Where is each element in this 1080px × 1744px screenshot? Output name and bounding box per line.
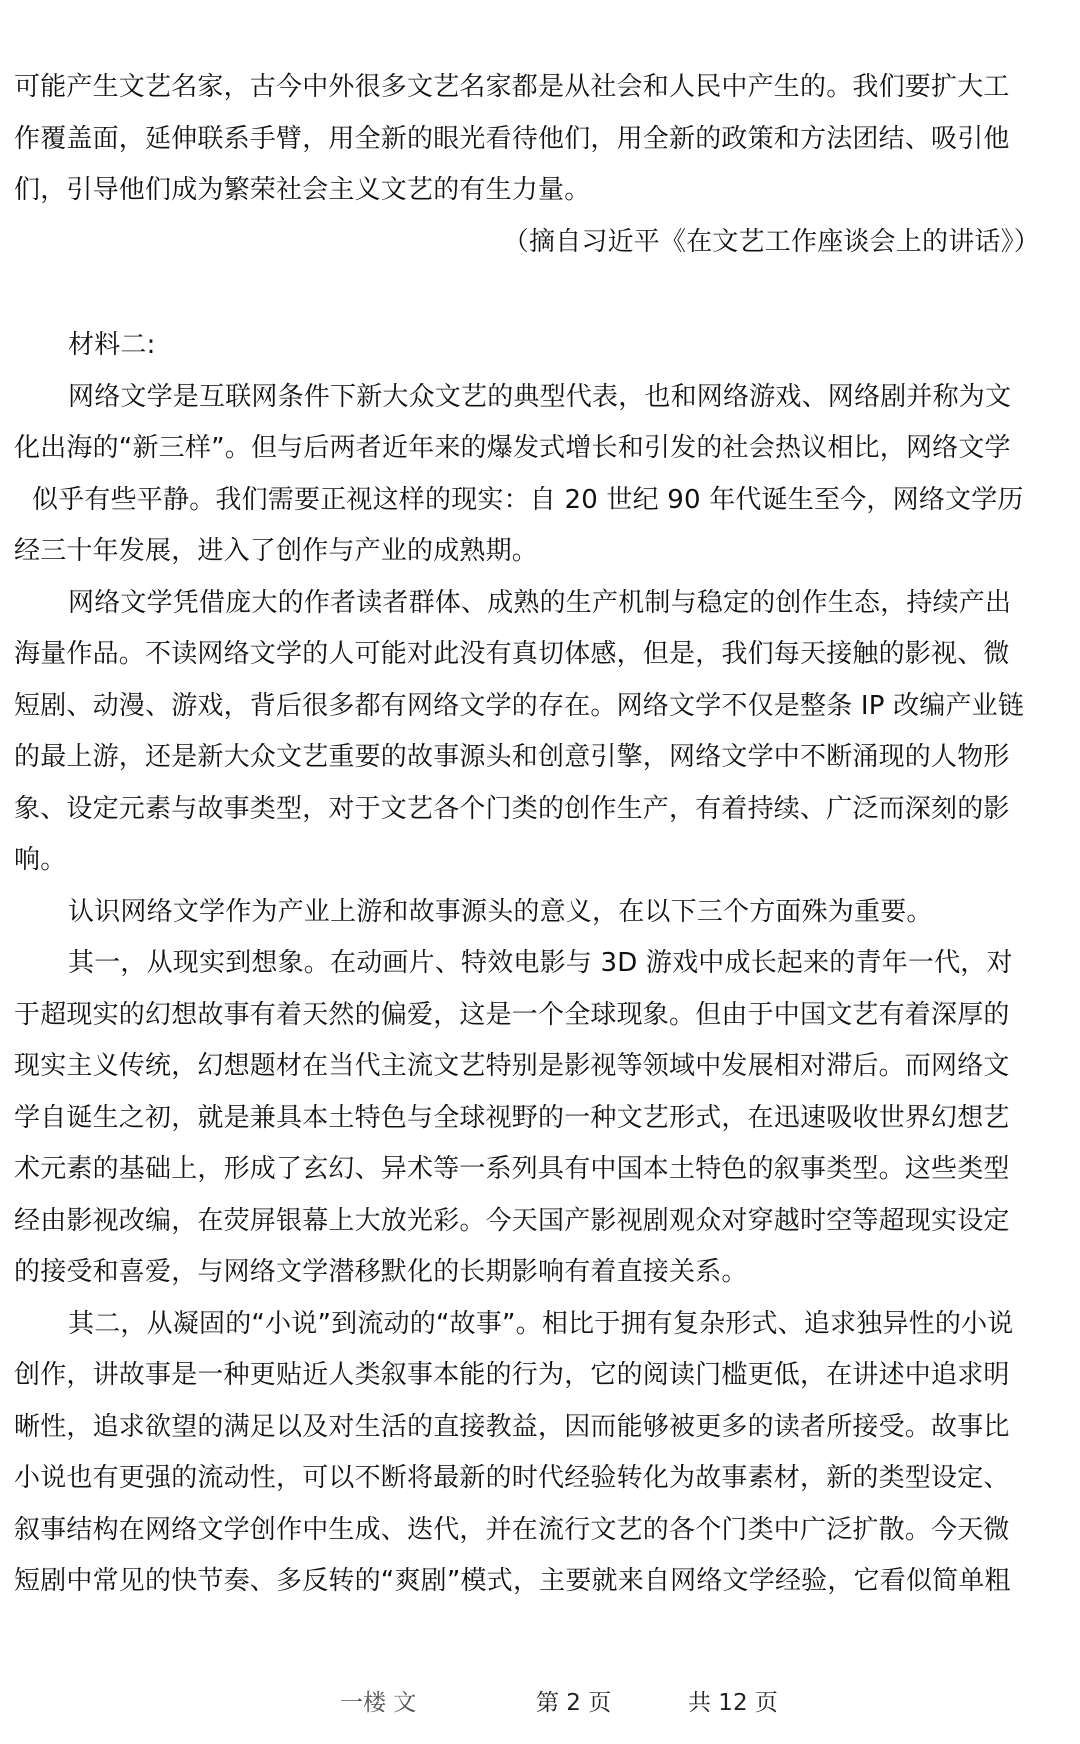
paragraph-5 <box>14 1299 1054 1608</box>
text-line: 小说也有更强的流动性，可以不断将最新的时代经验转化为故事素材，新的类型设定、 <box>14 1463 1010 1493</box>
text-line: 作覆盖面，延伸联系手臂，用全新的眼光看待他们，用全新的政策和方法团结、吸引他 <box>14 123 1010 154</box>
text-line: 认识网络文学作为产业上游和故事源头的意义，在以下三个方面殊为重要。 <box>68 896 933 927</box>
footer-subject: 一楼 文 <box>340 1690 417 1716</box>
text-line: 其一，从现实到想象。在动画片、特效电影与 3D 游戏中成长起来的青年一代，对 <box>68 948 1013 978</box>
text-line: 似乎有些平静。我们需要正视这样的现实：自 20 世纪 90 年代诞生至今，网络文学历 <box>32 484 1024 515</box>
text-line: 们，引导他们成为繁荣社会主义文艺的有生力量。 <box>14 175 591 205</box>
text-line: 的最上游，还是新大众文艺重要的故事源头和创意引擎，网络文学中不断涌现的人物形 <box>14 742 1010 772</box>
text-line: 象、设定元素与故事类型，对于文艺各个门类的创作生产，有着持续、广泛而深刻的影 <box>14 793 1010 824</box>
text-line: 短剧、动漫、游戏，背后很多都有网络文学的存在。网络文学不仅是整条 IP 改编产业链 <box>14 690 1025 721</box>
text-line: 创作，讲故事是一种更贴近人类叙事本能的行为，它的阅读门槛更低，在讲述中追求明 <box>14 1360 1010 1390</box>
text-line: 海量作品。不读网络文学的人可能对此没有真切体感，但是，我们每天接触的影视、微 <box>14 639 1010 669</box>
section-heading: 材料二: <box>68 330 156 360</box>
text-line: 叙事结构在网络文学创作中生成、迭代，并在流行文艺的各个门类中广泛扩散。今天微 <box>14 1514 1010 1545</box>
footer-page-number: 第 2 页 <box>536 1690 612 1716</box>
paragraph-2 <box>14 578 1054 887</box>
text-line: 响。 <box>14 845 67 875</box>
paragraph-3 <box>14 887 1054 939</box>
text-line: 现实主义传统，幻想题材在当代主流文艺特别是影视等领域中发展相对滞后。而网络文 <box>14 1051 1010 1081</box>
text-line: 晰性，追求欲望的满足以及对生活的直接教益，因而能够被更多的读者所接受。故事比 <box>14 1411 1010 1442</box>
text-line: 学自诞生之初，就是兼具本土特色与全球视野的一种文艺形式，在迅速吸收世界幻想艺 <box>14 1102 1010 1133</box>
text-line: 的接受和喜爱，与网络文学潜移默化的长期影响有着直接关系。 <box>14 1257 748 1287</box>
text-line: 化出海的“新三样”。但与后两者近年来的爆发式增长和引发的社会热议相比，网络文学 <box>14 433 1011 463</box>
text-line: 短剧中常见的快节奏、多反转的“爽剧”模式，主要就来自网络文学经验，它看似简单粗 <box>14 1566 1011 1596</box>
text-line: 网络文学凭借庞大的作者读者群体、成熟的生产机制与稳定的创作生态，持续产出 <box>68 587 1012 618</box>
paragraph-4 <box>14 938 1054 1299</box>
citation: （摘自习近平《在文艺工作座谈会上的讲话》） <box>502 226 1040 257</box>
text-line: 经由影视改编，在荧屏银幕上大放光彩。今天国产影视剧观众对穿越时空等超现实设定 <box>14 1205 1010 1236</box>
paragraph-1 <box>14 372 1054 578</box>
section-gap <box>14 268 1054 320</box>
text-line: 其二，从凝固的“小说”到流动的“故事”。相比于拥有复杂形式、追求独异性的小说 <box>68 1308 1014 1339</box>
top-paragraph <box>14 62 1054 268</box>
text-line: 经三十年发展，进入了创作与产业的成熟期。 <box>14 536 539 566</box>
text-line: 网络文学是互联网条件下新大众文艺的典型代表，也和网络游戏、网络剧并称为文 <box>68 381 1012 412</box>
footer-total-pages: 共 12 页 <box>688 1690 778 1716</box>
text-line: 可能产生文艺名家，古今中外很多文艺名家都是从社会和人民中产生的。我们要扩大工 <box>14 72 1010 102</box>
text-line: 于超现实的幻想故事有着天然的偏爱，这是一个全球现象。但由于中国文艺有着深厚的 <box>14 999 1010 1030</box>
page-footer <box>0 1688 1080 1718</box>
text-line: 术元素的基础上，形成了玄幻、异术等一系列具有中国本土特色的叙事类型。这些类型 <box>14 1154 1010 1184</box>
